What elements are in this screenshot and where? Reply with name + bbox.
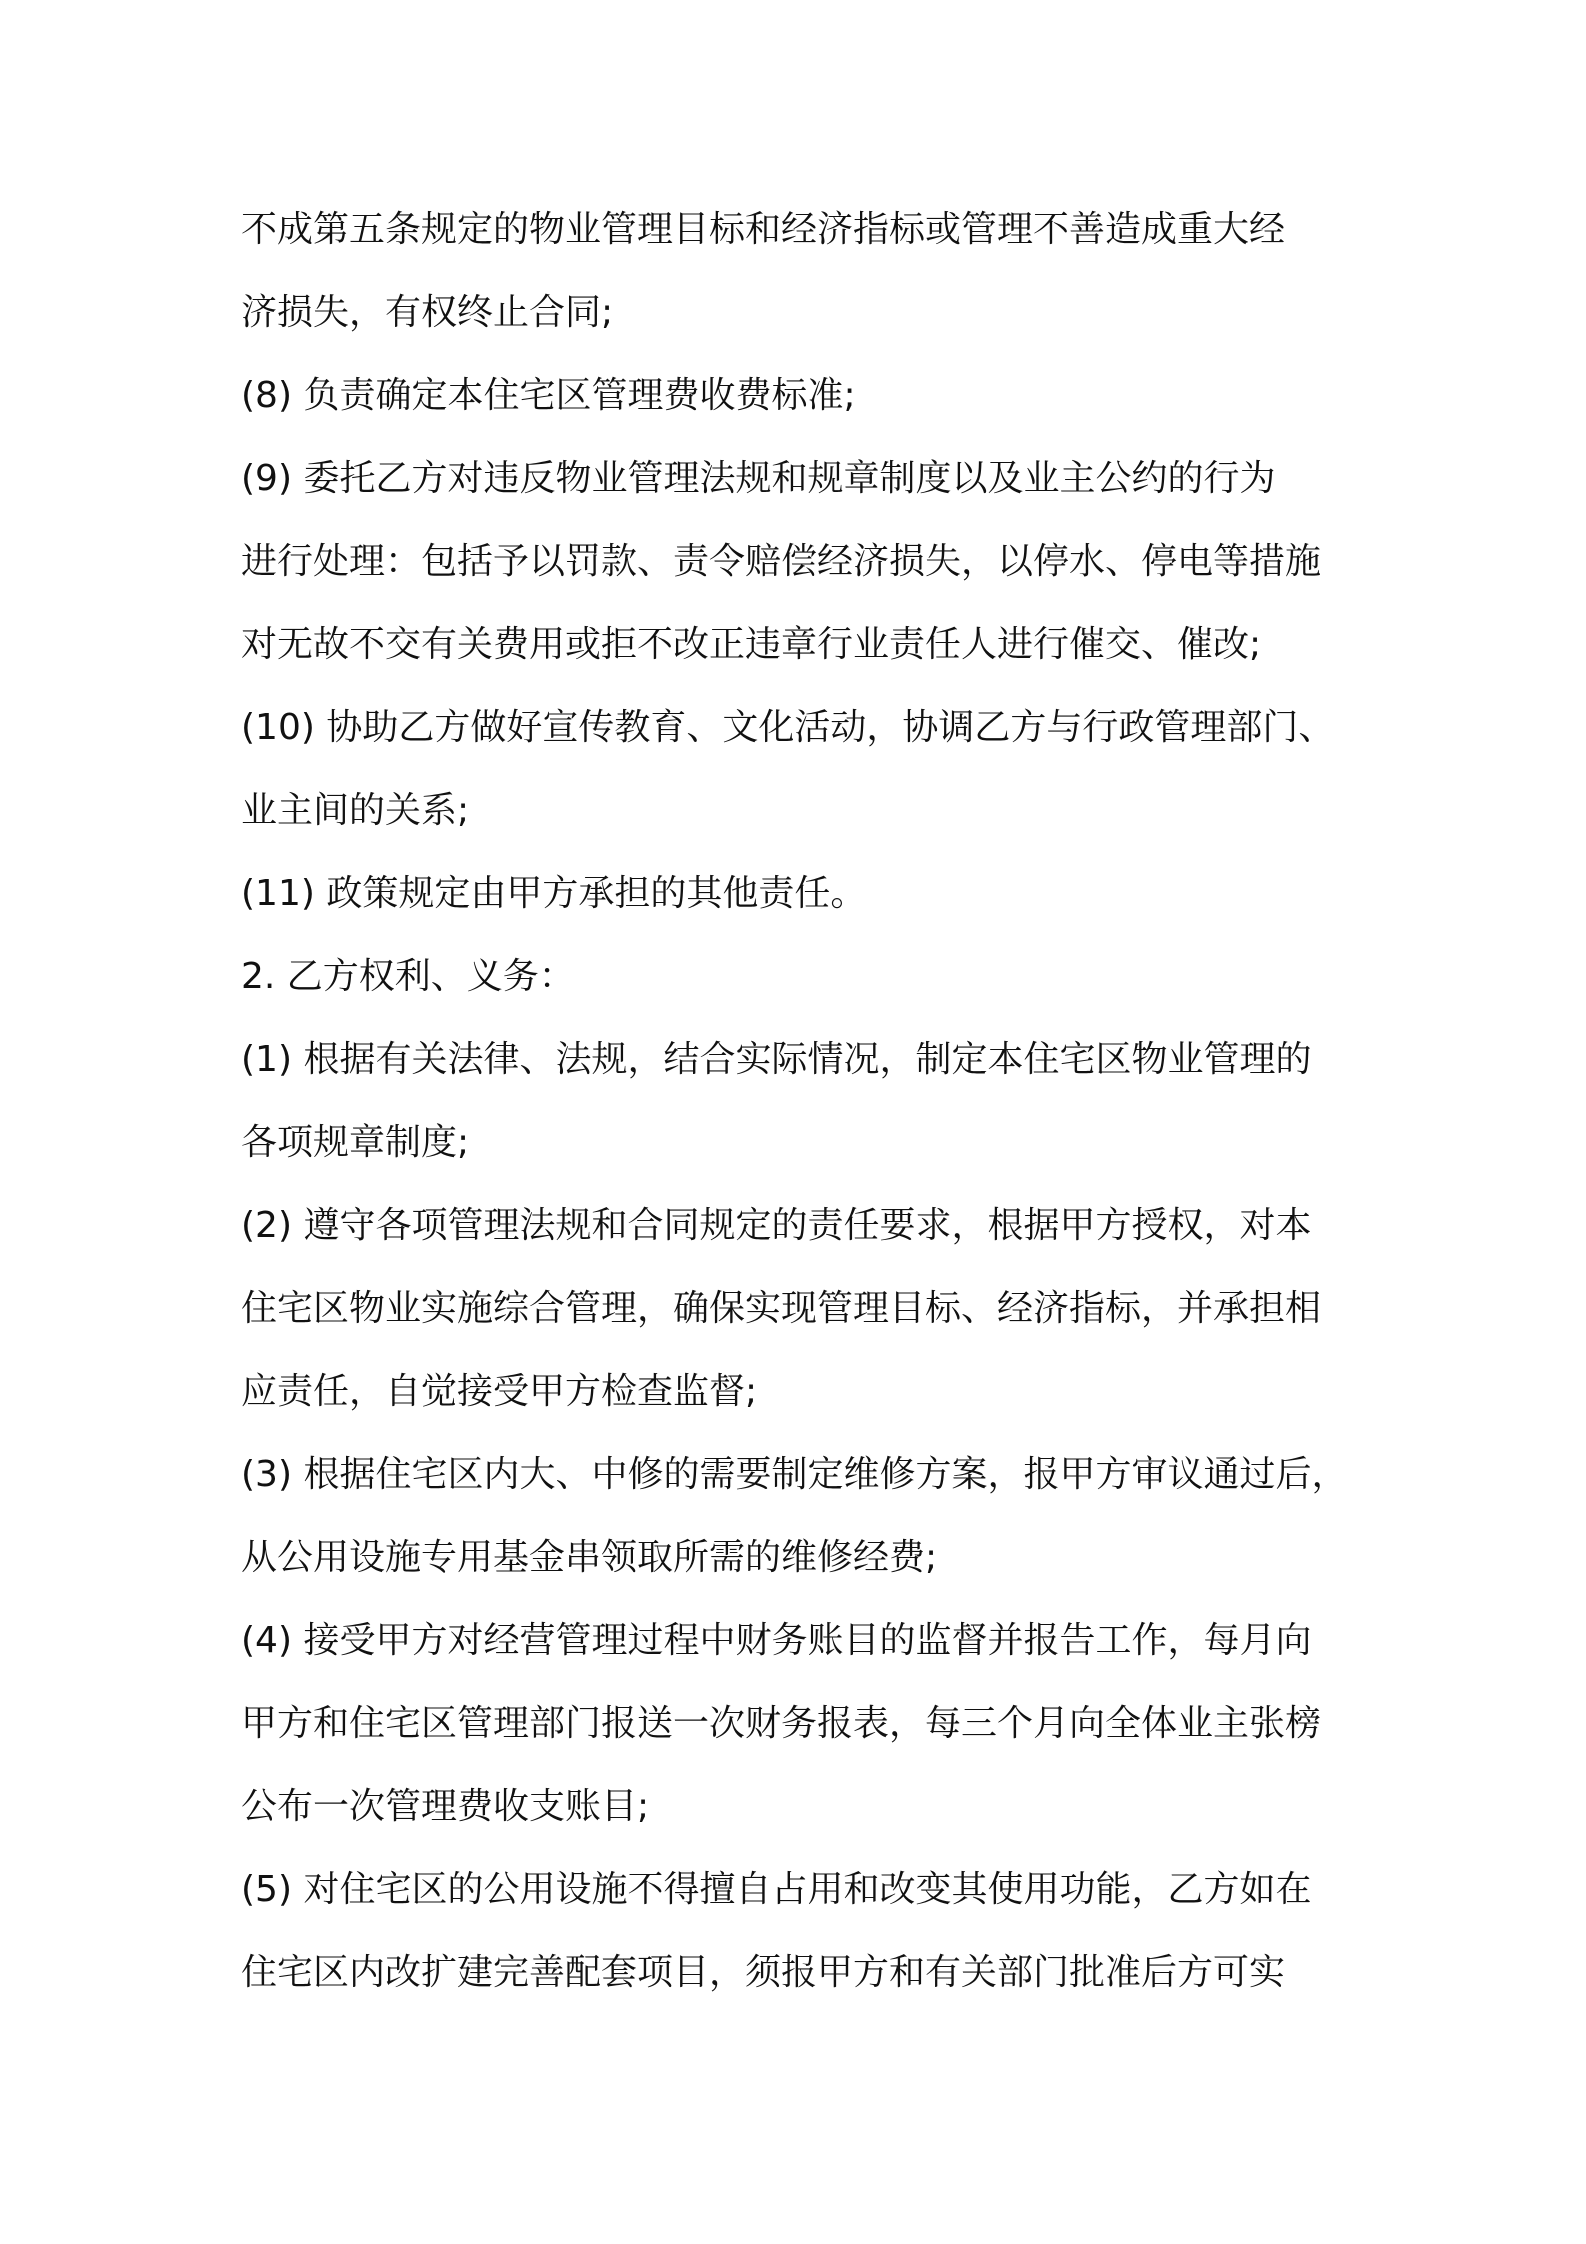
text-line: 各项规章制度; xyxy=(241,1122,470,1163)
text-line: (4) 接受甲方对经营管理过程中财务账目的监督并报告工作，每月向 xyxy=(241,1620,1312,1661)
text-line: 进行处理：包括予以罚款、责令赔偿经济损失，以停水、停电等措施 xyxy=(241,541,1322,582)
text-line: 从公用设施专用基金串领取所需的维修经费; xyxy=(241,1537,938,1578)
text-line: 住宅区内改扩建完善配套项目，须报甲方和有关部门批准后方可实 xyxy=(241,1952,1286,1993)
text-line: (8) 负责确定本住宅区管理费收费标准; xyxy=(241,375,856,416)
text-line: 应责任，自觉接受甲方检查监督; xyxy=(241,1371,758,1412)
text-line: 住宅区物业实施综合管理，确保实现管理目标、经济指标，并承担相 xyxy=(241,1288,1322,1329)
text-line: (5) 对住宅区的公用设施不得擅自占用和改变其使用功能，乙方如在 xyxy=(241,1869,1312,1910)
text-line: (10) 协助乙方做好宣传教育、文化活动，协调乙方与行政管理部门、 xyxy=(241,707,1335,748)
text-line: (1) 根据有关法律、法规，结合实际情况，制定本住宅区物业管理的 xyxy=(241,1039,1312,1080)
section-heading: 2. 乙方权利、义务： xyxy=(241,956,575,997)
text-line: 济损失，有权终止合同; xyxy=(241,292,614,333)
text-line: (11) 政策规定由甲方承担的其他责任。 xyxy=(241,873,867,914)
text-line: 对无故不交有关费用或拒不改正违章行业责任人进行催交、催改; xyxy=(241,624,1262,665)
text-line: (9) 委托乙方对违反物业管理法规和规章制度以及业主公约的行为 xyxy=(241,458,1276,499)
text-line: 不成第五条规定的物业管理目标和经济指标或管理不善造成重大经 xyxy=(241,209,1286,250)
text-line: 业主间的关系; xyxy=(241,790,470,831)
text-line: 甲方和住宅区管理部门报送一次财务报表，每三个月向全体业主张榜 xyxy=(241,1703,1322,1744)
text-line: 公布一次管理费收支账目; xyxy=(241,1786,650,1827)
text-line: (2) 遵守各项管理法规和合同规定的责任要求，根据甲方授权，对本 xyxy=(241,1205,1312,1246)
text-line: (3) 根据住宅区内大、中修的需要制定维修方案，报甲方审议通过后， xyxy=(241,1454,1348,1495)
